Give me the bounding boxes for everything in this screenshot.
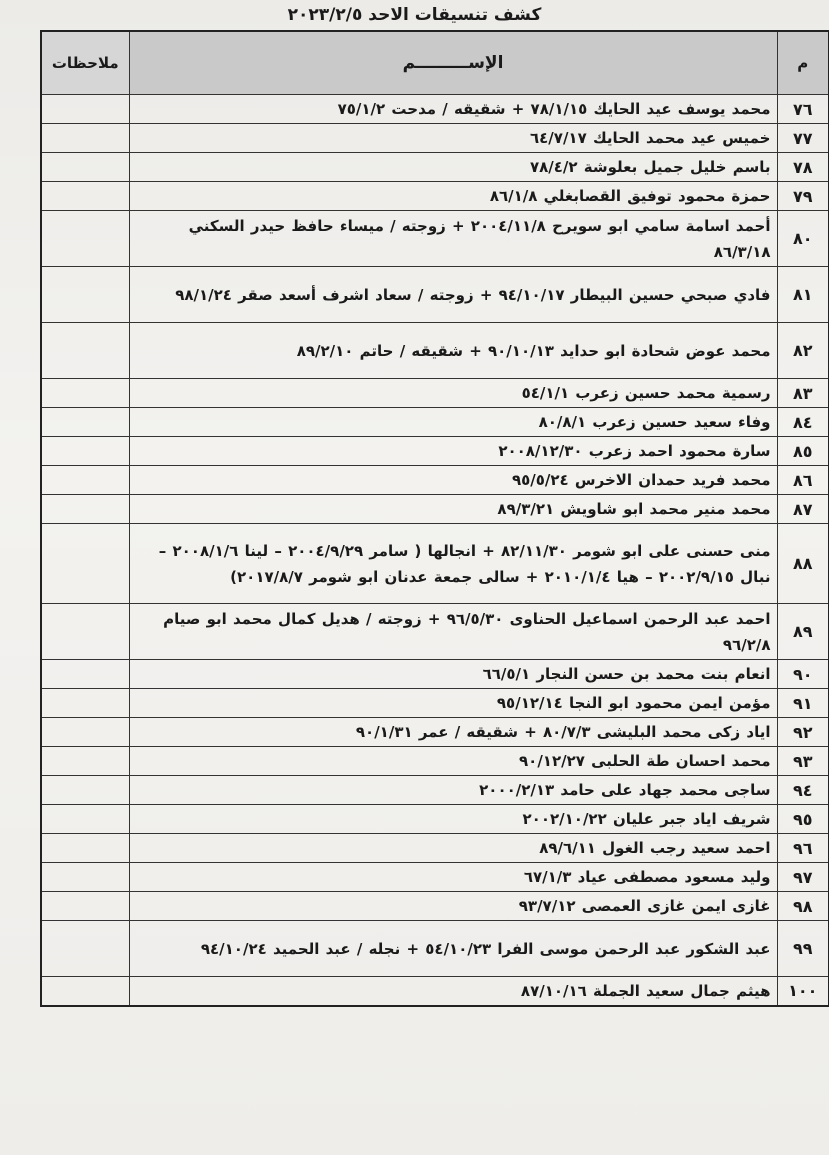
table-row xyxy=(41,524,829,604)
row-number: ٨٩ xyxy=(777,604,829,660)
names-table xyxy=(40,30,829,1007)
row-number: ٧٧ xyxy=(777,124,829,153)
row-notes xyxy=(41,524,129,604)
table-row xyxy=(41,977,829,1006)
row-name: وليد مسعود مصطفى عياد ٦٧/١/٣ xyxy=(129,863,777,892)
row-notes xyxy=(41,863,129,892)
table-row xyxy=(41,892,829,921)
row-number: ٩٧ xyxy=(777,863,829,892)
row-number: ٩٢ xyxy=(777,718,829,747)
row-name: حمزة محمود توفيق القصابغلي ٨٦/١/٨ xyxy=(129,182,777,211)
table-row xyxy=(41,408,829,437)
row-number: ٧٨ xyxy=(777,153,829,182)
row-number: ٧٩ xyxy=(777,182,829,211)
row-notes xyxy=(41,124,129,153)
table-row xyxy=(41,437,829,466)
table-row xyxy=(41,747,829,776)
table-row xyxy=(41,379,829,408)
row-number: ٩٥ xyxy=(777,805,829,834)
table-row xyxy=(41,834,829,863)
row-number: ٩٠ xyxy=(777,660,829,689)
row-name: غازى ايمن غازى العمصى ٩٣/٧/١٢ xyxy=(129,892,777,921)
table-row xyxy=(41,689,829,718)
row-name: أحمد اسامة سامي ابو سويرح ٢٠٠٤/١١/٨ + زوجته / ميساء حافظ حيدر السكني ٨٦/٣/١٨ xyxy=(129,211,777,267)
row-number: ٨٦ xyxy=(777,466,829,495)
table-row xyxy=(41,660,829,689)
row-name: محمد عوض شحادة ابو حدايد ٩٠/١٠/١٣ + شقيقه / حاتم ٨٩/٢/١٠ xyxy=(129,323,777,379)
row-name: فادي صبحي حسين البيطار ٩٤/١٠/١٧ + زوجته / سعاد اشرف أسعد صقر ٩٨/١/٢٤ xyxy=(129,267,777,323)
table-row xyxy=(41,776,829,805)
row-number: ٨٣ xyxy=(777,379,829,408)
row-number: ٨١ xyxy=(777,267,829,323)
row-name: سارة محمود احمد زعرب ٢٠٠٨/١٢/٣٠ xyxy=(129,437,777,466)
row-name: هيثم جمال سعيد الجملة ٨٧/١٠/١٦ xyxy=(129,977,777,1006)
row-name: وفاء سعيد حسين زعرب ٨٠/٨/١ xyxy=(129,408,777,437)
table-row xyxy=(41,95,829,124)
row-notes xyxy=(41,977,129,1006)
row-notes xyxy=(41,408,129,437)
row-notes xyxy=(41,892,129,921)
row-name: خميس عيد محمد الحايك ٦٤/٧/١٧ xyxy=(129,124,777,153)
table-row xyxy=(41,211,829,267)
table-body xyxy=(41,95,829,1006)
row-notes xyxy=(41,267,129,323)
row-notes xyxy=(41,466,129,495)
row-number: ٩٨ xyxy=(777,892,829,921)
table-row xyxy=(41,466,829,495)
row-number: ٨٧ xyxy=(777,495,829,524)
row-notes xyxy=(41,776,129,805)
row-name: محمد احسان طة الحلبى ٩٠/١٢/٢٧ xyxy=(129,747,777,776)
row-number: ٧٦ xyxy=(777,95,829,124)
row-number: ٩١ xyxy=(777,689,829,718)
table-row xyxy=(41,182,829,211)
row-number: ٨٨ xyxy=(777,524,829,604)
row-name: عبد الشكور عبد الرحمن موسى الفرا ٥٤/١٠/٢٣ + نجله / عبد الحميد ٩٤/١٠/٢٤ xyxy=(129,921,777,977)
row-name: منى حسنى على ابو شومر ٨٢/١١/٣٠ + انجالها ( سامر ٢٠٠٤/٩/٢٩ – لينا ٢٠٠٨/١/٦ – نبال ٢٠٠٢/٩/١٥ – هيا ٢٠١٠/١/٤ + سالى جمعة عدنان ابو شومر ٢٠١٧/٨/٧) xyxy=(129,524,777,604)
row-number: ١٠٠ xyxy=(777,977,829,1006)
table-row xyxy=(41,805,829,834)
row-notes xyxy=(41,95,129,124)
table-row xyxy=(41,153,829,182)
row-name: باسم خليل جميل بعلوشة ٧٨/٤/٢ xyxy=(129,153,777,182)
table-row xyxy=(41,863,829,892)
row-notes xyxy=(41,805,129,834)
row-name: رسمية محمد حسين زعرب ٥٤/١/١ xyxy=(129,379,777,408)
row-notes xyxy=(41,495,129,524)
row-name: انعام بنت محمد بن حسن النجار ٦٦/٥/١ xyxy=(129,660,777,689)
row-name: محمد منير محمد ابو شاويش ٨٩/٣/٢١ xyxy=(129,495,777,524)
row-number: ٨٢ xyxy=(777,323,829,379)
header-number: م xyxy=(777,31,829,95)
row-name: محمد فريد حمدان الاخرس ٩٥/٥/٢٤ xyxy=(129,466,777,495)
row-notes xyxy=(41,211,129,267)
row-notes xyxy=(41,921,129,977)
row-number: ٩٣ xyxy=(777,747,829,776)
header-name: الإســـــــــم xyxy=(129,31,777,95)
table-row xyxy=(41,124,829,153)
table-row xyxy=(41,604,829,660)
table-row xyxy=(41,267,829,323)
row-notes xyxy=(41,182,129,211)
row-notes xyxy=(41,660,129,689)
row-name: محمد يوسف عيد الحايك ٧٨/١/١٥ + شقيقه / مدحت ٧٥/١/٢ xyxy=(129,95,777,124)
row-number: ٩٦ xyxy=(777,834,829,863)
row-name: ساجى محمد جهاد على حامد ٢٠٠٠/٢/١٣ xyxy=(129,776,777,805)
row-notes xyxy=(41,437,129,466)
row-notes xyxy=(41,379,129,408)
row-name: احمد عبد الرحمن اسماعيل الحناوى ٩٦/٥/٣٠ + زوجته / هديل كمال محمد ابو صيام ٩٦/٢/٨ xyxy=(129,604,777,660)
row-number: ٨٤ xyxy=(777,408,829,437)
table-header-row xyxy=(41,31,829,95)
row-name: مؤمن ايمن محمود ابو النجا ٩٥/١٢/١٤ xyxy=(129,689,777,718)
row-notes xyxy=(41,834,129,863)
row-number: ٩٩ xyxy=(777,921,829,977)
table-row xyxy=(41,921,829,977)
header-notes: ملاحظات xyxy=(41,31,129,95)
row-notes xyxy=(41,604,129,660)
row-name: احمد سعيد رجب الغول ٨٩/٦/١١ xyxy=(129,834,777,863)
row-number: ٨٥ xyxy=(777,437,829,466)
row-notes xyxy=(41,323,129,379)
row-notes xyxy=(41,153,129,182)
row-name: اياد زكى محمد البليشى ٨٠/٧/٣ + شقيقه / عمر ٩٠/١/٣١ xyxy=(129,718,777,747)
row-number: ٩٤ xyxy=(777,776,829,805)
row-notes xyxy=(41,747,129,776)
table-row xyxy=(41,495,829,524)
document-title: كشف تنسيقات الاحد ٢٠٢٣/٢/٥ xyxy=(287,5,542,25)
table-row xyxy=(41,718,829,747)
row-notes xyxy=(41,718,129,747)
row-name: شريف اياد جبر عليان ٢٠٠٢/١٠/٢٢ xyxy=(129,805,777,834)
row-number: ٨٠ xyxy=(777,211,829,267)
table-row xyxy=(41,323,829,379)
row-notes xyxy=(41,689,129,718)
